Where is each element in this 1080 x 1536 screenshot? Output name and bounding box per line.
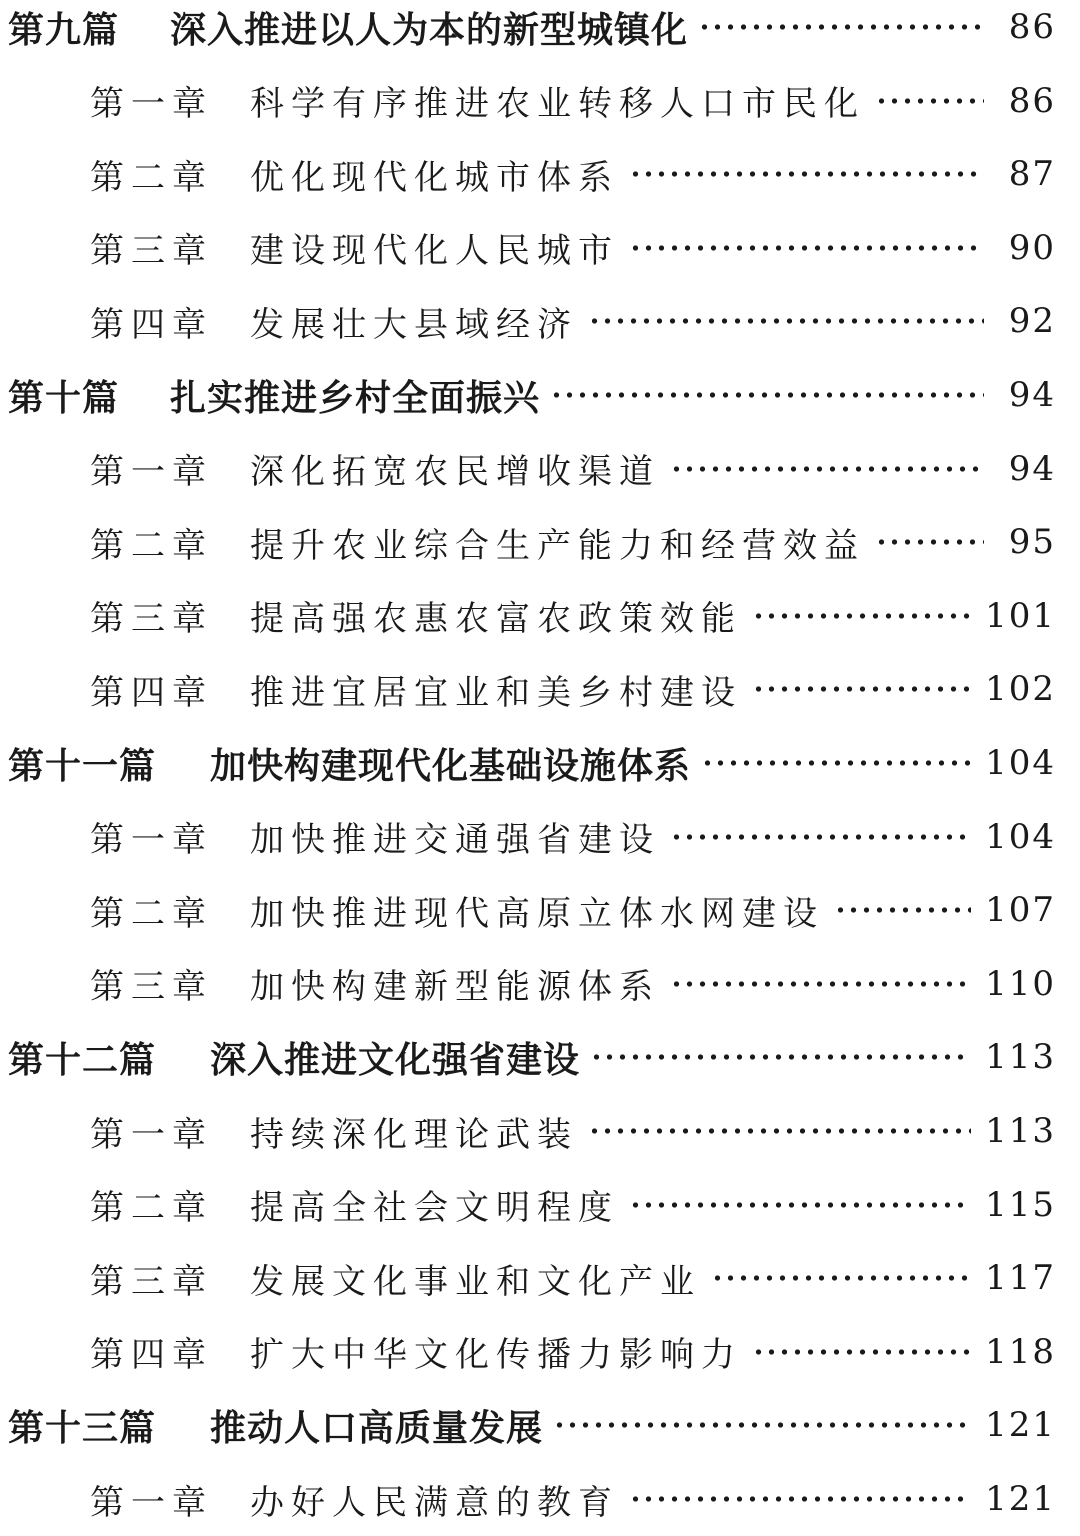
page-number: 94 — [1008, 448, 1056, 489]
page-number: 86 — [1008, 7, 1056, 47]
chapter-title: 加快推进现代高原立体水网建设 — [250, 893, 824, 934]
page-number: 117 — [985, 1258, 1056, 1299]
dot-leader — [670, 820, 971, 854]
dot-leader — [550, 378, 984, 412]
chapter-title: 提高全社会文明程度 — [250, 1188, 619, 1229]
chapter-number: 第一章 — [90, 1482, 213, 1523]
chapter-number: 第三章 — [90, 231, 213, 272]
toc-chapter-entry[interactable] — [0, 1315, 1080, 1389]
toc-chapter-entry[interactable] — [0, 211, 1080, 285]
chapter-title: 科学有序推进农业转移人口市民化 — [250, 84, 865, 125]
dot-leader — [590, 1040, 971, 1074]
dot-leader — [698, 10, 984, 44]
chapter-number: 第一章 — [90, 820, 213, 861]
dot-leader — [629, 1188, 971, 1222]
dot-leader — [875, 525, 984, 559]
chapter-number: 第三章 — [90, 1261, 213, 1302]
toc-chapter-entry[interactable] — [0, 652, 1080, 726]
chapter-number: 第四章 — [90, 1335, 213, 1376]
toc-chapter-entry[interactable] — [0, 505, 1080, 579]
toc-chapter-entry[interactable] — [0, 800, 1080, 874]
chapter-title: 加快推进交通强省建设 — [250, 820, 660, 861]
page-number: 104 — [985, 743, 1056, 783]
page-number: 115 — [985, 1184, 1056, 1225]
chapter-number: 第一章 — [90, 84, 213, 125]
part-title: 扎实推进乡村全面振兴 — [170, 377, 541, 419]
part-number: 第九篇 — [8, 9, 120, 51]
part-title: 深入推进文化强省建设 — [210, 1039, 581, 1081]
part-number: 第十篇 — [8, 377, 120, 419]
chapter-number: 第二章 — [90, 525, 213, 566]
dot-leader — [588, 304, 984, 338]
dot-leader — [701, 746, 971, 780]
toc-chapter-entry[interactable] — [0, 284, 1080, 358]
chapter-title: 加快构建新型能源体系 — [250, 967, 660, 1008]
part-number: 第十三篇 — [8, 1407, 157, 1449]
page-number: 102 — [985, 669, 1056, 710]
chapter-number: 第二章 — [90, 157, 213, 198]
dot-leader — [629, 157, 984, 191]
chapter-title: 提高强农惠农富农政策效能 — [250, 599, 742, 640]
page-number: 118 — [985, 1331, 1056, 1372]
chapter-number: 第三章 — [90, 599, 213, 640]
toc-chapter-entry[interactable] — [0, 137, 1080, 211]
chapter-title: 办好人民满意的教育 — [250, 1482, 619, 1523]
toc-chapter-entry[interactable] — [0, 579, 1080, 653]
page-number: 113 — [985, 1111, 1056, 1151]
chapter-title: 发展文化事业和文化产业 — [250, 1261, 701, 1302]
dot-leader — [752, 1335, 971, 1369]
page-number: 110 — [985, 963, 1056, 1004]
page-number: 86 — [1008, 80, 1056, 121]
toc-part-entry[interactable] — [0, 726, 1080, 800]
chapter-number: 第三章 — [90, 967, 213, 1008]
dot-leader — [629, 231, 984, 265]
toc-chapter-entry[interactable] — [0, 1241, 1080, 1315]
chapter-number: 第二章 — [90, 893, 213, 934]
dot-leader — [834, 893, 971, 927]
toc-part-entry[interactable] — [0, 1388, 1080, 1462]
part-number: 第十一篇 — [8, 745, 157, 787]
dot-leader — [711, 1261, 971, 1295]
dot-leader — [752, 599, 971, 633]
toc-chapter-entry[interactable] — [0, 947, 1080, 1021]
toc-chapter-entry[interactable] — [0, 432, 1080, 506]
page-number: 101 — [985, 595, 1056, 636]
toc-chapter-entry[interactable] — [0, 1168, 1080, 1242]
dot-leader — [752, 672, 971, 706]
toc-part-entry[interactable] — [0, 1020, 1080, 1094]
part-title: 加快构建现代化基础设施体系 — [210, 745, 692, 787]
toc-chapter-entry[interactable] — [0, 873, 1080, 947]
chapter-title: 深化拓宽农民增收渠道 — [250, 452, 660, 493]
dot-leader — [629, 1482, 971, 1516]
chapter-number: 第四章 — [90, 304, 213, 345]
page-number: 92 — [1008, 301, 1056, 342]
part-number: 第十二篇 — [8, 1039, 157, 1081]
part-title: 深入推进以人为本的新型城镇化 — [170, 9, 689, 51]
chapter-title: 扩大中华文化传播力影响力 — [250, 1335, 742, 1376]
page-number: 95 — [1008, 522, 1056, 563]
chapter-number: 第一章 — [90, 1114, 213, 1155]
dot-leader — [875, 84, 984, 118]
chapter-title: 建设现代化人民城市 — [250, 231, 619, 272]
page-number: 87 — [1008, 154, 1056, 195]
chapter-title: 优化现代化城市体系 — [250, 157, 619, 198]
chapter-title: 持续深化理论武装 — [250, 1114, 578, 1155]
toc-chapter-entry[interactable] — [0, 1094, 1080, 1168]
part-title: 推动人口高质量发展 — [210, 1407, 544, 1449]
page-number: 107 — [985, 890, 1056, 931]
chapter-title: 推进宜居宜业和美乡村建设 — [250, 672, 742, 713]
page-number: 113 — [985, 1037, 1056, 1078]
page-number: 121 — [985, 1405, 1056, 1446]
chapter-number: 第二章 — [90, 1188, 213, 1229]
toc-chapter-entry[interactable] — [0, 64, 1080, 138]
page-number: 90 — [1008, 227, 1056, 268]
chapter-number: 第四章 — [90, 672, 213, 713]
dot-leader — [553, 1408, 971, 1442]
toc-part-entry[interactable] — [0, 0, 1080, 64]
page-number: 104 — [985, 816, 1056, 857]
chapter-number: 第一章 — [90, 452, 213, 493]
dot-leader — [670, 452, 984, 486]
dot-leader — [588, 1114, 971, 1148]
page-number: 121 — [985, 1479, 1056, 1519]
page-number: 94 — [1008, 375, 1056, 415]
toc-part-entry[interactable] — [0, 358, 1080, 432]
chapter-title: 发展壮大县域经济 — [250, 304, 578, 345]
dot-leader — [670, 967, 971, 1001]
chapter-title: 提升农业综合生产能力和经营效益 — [250, 525, 865, 566]
